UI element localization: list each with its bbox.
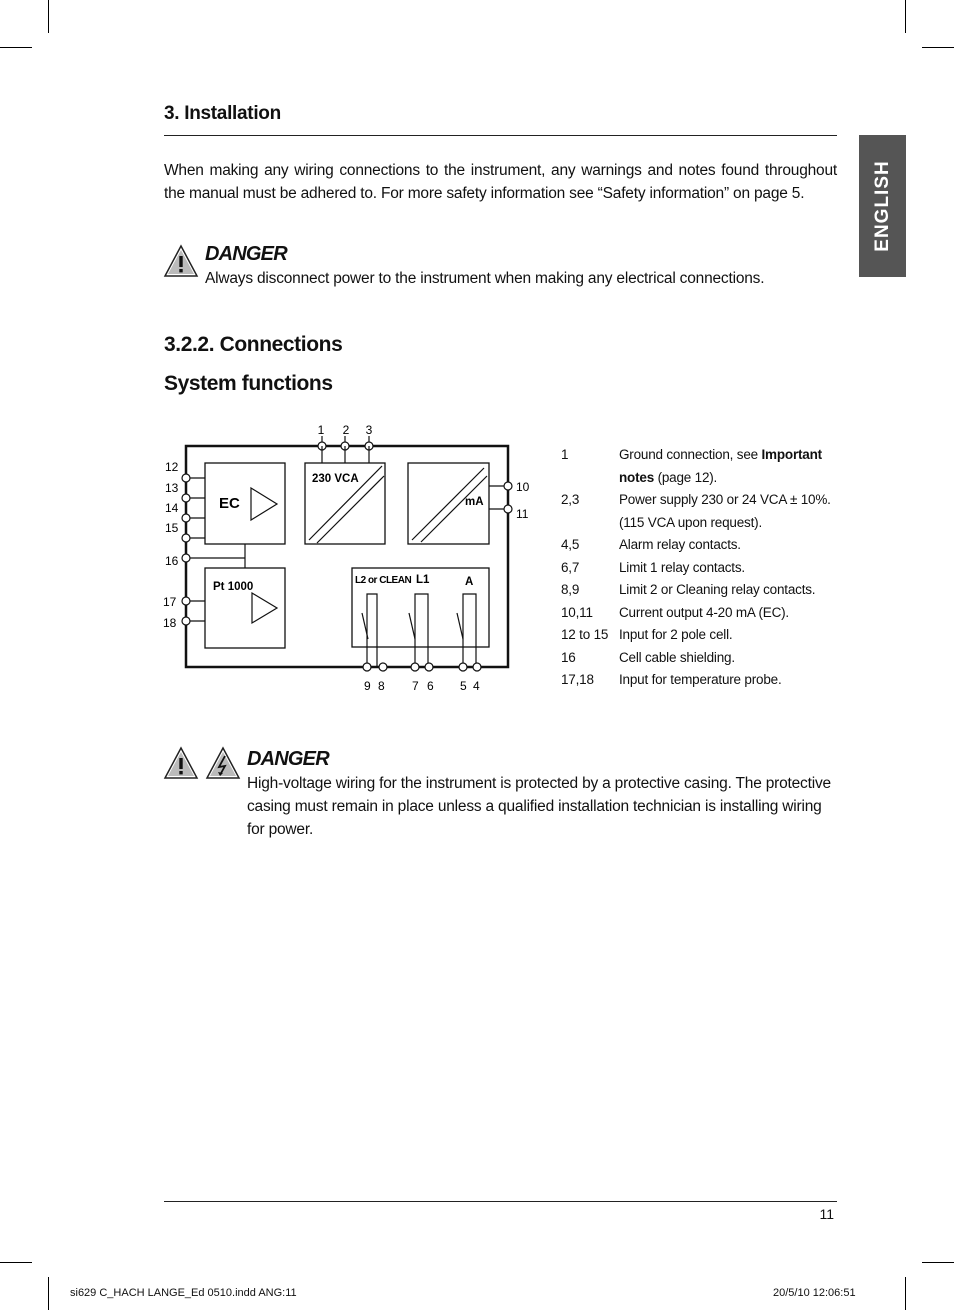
legend-number: 6,7 [561,559,580,575]
legend-number: 4,5 [561,537,580,552]
slug-right: 20/5/10 12:06:51 [773,1287,856,1299]
power-label: 230 VCA [312,473,359,485]
legend-description: Alarm relay contacts. [619,537,741,552]
legend-number: 12 to 15 [561,627,609,642]
legend-number: 17,18 [561,672,594,687]
relay-a-label: A [465,576,474,588]
warning-icon [163,244,199,278]
title-rule [164,135,837,136]
ma-label: mA [465,496,484,508]
crop-mark [922,47,954,48]
crop-mark [0,47,32,48]
terminal-label-9: 9 [364,679,371,693]
terminal-label-16: 16 [165,554,179,568]
pt1000-label: Pt 1000 [213,581,254,593]
legend-row [561,602,846,625]
terminal-label-10: 10 [516,480,530,494]
legend-row [561,579,846,602]
legend-description: Limit 1 relay contacts. [619,559,745,575]
terminal-label-2: 2 [342,423,350,437]
legend-row [561,534,846,557]
crop-mark [905,1277,906,1310]
terminal-label-4: 4 [473,679,480,693]
legend-description: Power supply 230 or 24 VCA ± 10%. (115 VCA upon request). [619,492,831,530]
ec-block [205,463,285,544]
terminal-legend [561,444,846,692]
ec-label: EC [219,495,240,512]
legend-number: 8,9 [561,582,580,597]
terminal-label-5: 5 [460,679,467,693]
terminal-label-18: 18 [163,616,177,630]
danger-title: DANGER [205,243,287,265]
crop-mark [0,1262,32,1263]
page-number: 11 [819,1206,834,1222]
language-tab [859,135,906,277]
crop-mark [48,1277,49,1310]
terminal-label-15: 15 [165,521,179,535]
legend-number: 10,11 [561,604,593,620]
intro-paragraph: When making any wiring connections to the instrument, any warnings and notes found throughout the manual must be adhered to. For more safety information see “Safety information” on page 5. [164,162,837,202]
slug-left: si629 C_HACH LANGE_Ed 0510.indd ANG:11 [70,1287,297,1299]
danger-text: Always disconnect power to the instrument when making any electrical connections. [205,270,765,287]
pt1000-block [205,568,285,648]
legend-row [561,444,846,489]
language-tab-label: ENGLISH [871,160,893,252]
amplifier-symbol [252,593,277,623]
section-title: 3. Installation [164,103,281,124]
crop-mark [922,1262,954,1263]
terminal-label-1: 1 [317,423,325,437]
terminal-label-3: 3 [365,423,373,437]
terminal-label-8: 8 [378,679,385,693]
legend-description: Current output 4-20 mA (EC). [619,604,789,620]
legend-number: 1 [561,447,569,462]
danger-title: DANGER [247,748,329,770]
legend-row [561,669,846,692]
electrical-hazard-icon [205,746,241,780]
terminal-label-6: 6 [427,679,434,693]
legend-description: Cell cable shielding. [619,649,735,665]
terminal-label-17: 17 [163,595,177,609]
danger-text: High-voltage wiring for the instrument is protected by a protective casing. The protective casing must remain in place unless a qualified installation technician is installing wiring for power. [247,775,831,838]
amplifier-symbol [251,488,277,520]
legend-number: 16 [561,649,576,665]
legend-row [561,489,846,534]
legend-row [561,624,846,647]
legend-number: 2,3 [561,492,580,507]
connections-title: 3.2.2. Connections [164,333,343,356]
legend-description: Input for 2 pole cell. [619,627,733,642]
terminal-label-7: 7 [412,679,419,693]
legend-description: Limit 2 or Cleaning relay contacts. [619,582,816,597]
terminal-label-13: 13 [165,481,179,495]
terminal-label-11: 11 [516,507,529,521]
crop-mark [48,0,49,33]
legend-description: Ground connection, see Important notes (page 12). [619,447,822,485]
legend-row [561,557,846,580]
relay-l1-label: L1 [416,574,430,586]
terminal-label-12: 12 [165,460,179,474]
legend-description: Input for temperature probe. [619,672,782,687]
terminal-label-14: 14 [165,501,179,515]
footer-rule [164,1201,837,1202]
relay-contacts [362,594,476,667]
wiring-diagram [158,418,538,700]
relay-l2-label: L2 or CLEAN [355,575,412,586]
crop-mark [905,0,906,33]
legend-row [561,647,846,670]
warning-icon [163,746,199,780]
system-functions-title: System functions [164,372,333,395]
